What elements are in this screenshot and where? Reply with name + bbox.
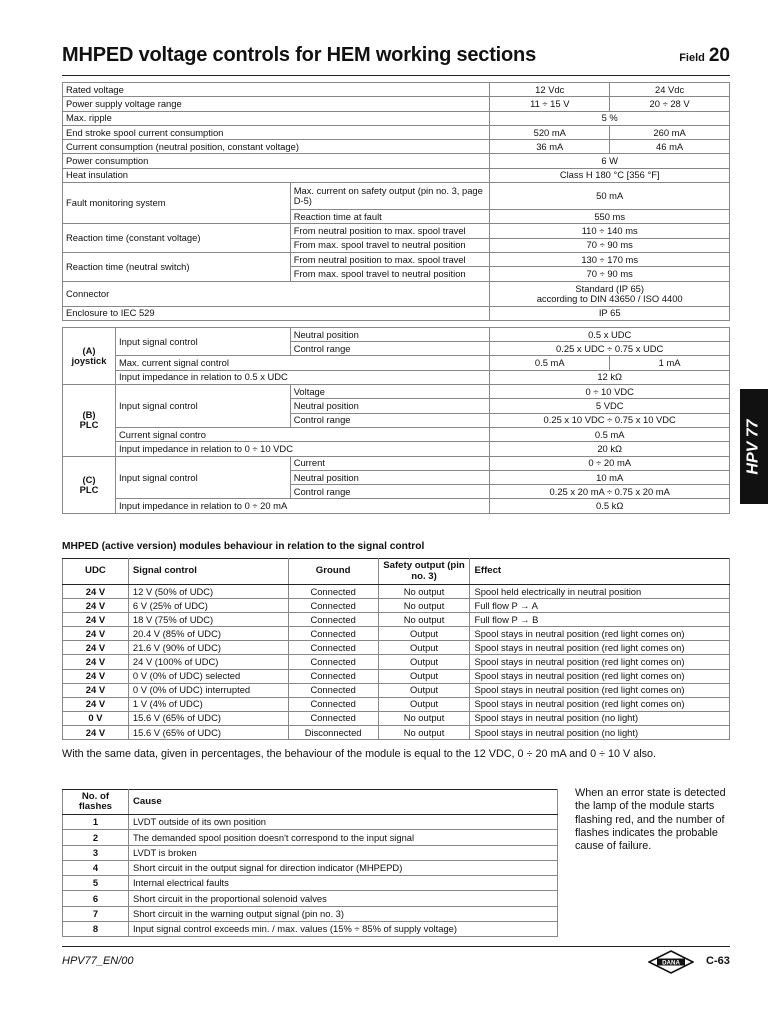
side-tab-label: HPV 77 xyxy=(745,418,763,475)
table-row: 0 V 15.6 V (65% of UDC) Connected No output Spool stays in neutral position (no light) xyxy=(63,711,730,725)
table-row: 2 The demanded spool position doesn't correspond to the input signal xyxy=(63,830,558,845)
table-row: 24 V 15.6 V (65% of UDC) Disconnected No output Spool stays in neutral position (no light) xyxy=(63,725,730,739)
field-indicator xyxy=(679,45,730,67)
table-row: 24 V 1 V (4% of UDC) Connected Output Spool stays in neutral position (red light comes on) xyxy=(63,697,730,711)
table-row: 24 V 0 V (0% of UDC) selected Connected Output Spool stays in neutral position (red light comes on) xyxy=(63,669,730,683)
table-row: 24 V 21.6 V (90% of UDC) Connected Output Spool stays in neutral position (red light comes on) xyxy=(63,641,730,655)
table-row: Neutral position 5 VDC xyxy=(63,399,730,413)
table-row: 6 Short circuit in the proportional solenoid valves xyxy=(63,891,558,906)
table-row: End stroke spool current consumption 520 mA 260 mA xyxy=(63,125,730,139)
field-number: 20 xyxy=(708,45,730,66)
table-header-row: UDC Signal control Ground Safety output (pin no. 3) Effect xyxy=(63,559,730,585)
table-row: 4 Short circuit in the output signal for direction indicator (MHPEPD) xyxy=(63,860,558,875)
spec-table xyxy=(62,82,730,514)
table-row: Neutral position 10 mA xyxy=(63,470,730,484)
table-row: 24 V 24 V (100% of UDC) Connected Output Spool stays in neutral position (red light comes on) xyxy=(63,655,730,669)
table-row: From max. spool travel to neutral position 70 ÷ 90 ms xyxy=(63,238,730,252)
table-row: (C) PLC Input signal control Current 0 ÷ 20 mA xyxy=(63,456,730,470)
table-row: Input impedance in relation to 0 ÷ 10 VDC 20 kΩ xyxy=(63,442,730,456)
side-tab xyxy=(740,389,768,504)
table-row: Reaction time (constant voltage) From neutral position to max. spool travel 110 ÷ 140 ms xyxy=(63,224,730,238)
table-row: 24 V 0 V (0% of UDC) interrupted Connected Output Spool stays in neutral position (red light comes on) xyxy=(63,683,730,697)
table-row: Input impedance in relation to 0 ÷ 20 mA 0.5 kΩ xyxy=(63,499,730,513)
footer-doc-code: HPV77_EN/00 xyxy=(62,955,134,967)
table-row: (B) PLC Input signal control Voltage 0 ÷ 10 VDC xyxy=(63,385,730,399)
table-row: 24 V 18 V (75% of UDC) Connected No output Full flow P → B xyxy=(63,613,730,627)
table-row: 8 Input signal control exceeds min. / max. values (15% ÷ 85% of supply voltage) xyxy=(63,922,558,937)
table-row: 24 V 12 V (50% of UDC) Connected No output Spool held electrically in neutral position xyxy=(63,585,730,599)
table-row: 3 LVDT is broken xyxy=(63,845,558,860)
title-rule xyxy=(62,75,730,76)
behaviour-rows xyxy=(63,585,730,740)
table-row: Heat insulation Class H 180 °C [356 °F] xyxy=(63,168,730,182)
table-row: Fault monitoring system Max. current on safety output (pin no. 3, page D-5) 50 mA xyxy=(63,183,730,210)
table-row: 7 Short circuit in the warning output signal (pin no. 3) xyxy=(63,906,558,921)
dana-logo-icon xyxy=(648,950,694,974)
table-row: 24 V 20.4 V (85% of UDC) Connected Output Spool stays in neutral position (red light comes on) xyxy=(63,627,730,641)
flashes-rows xyxy=(63,815,558,937)
table-row: Power supply voltage range 11 ÷ 15 V 20 ÷ 28 V xyxy=(63,97,730,111)
table-row: Input impedance in relation to 0.5 x UDC 12 kΩ xyxy=(63,370,730,384)
flashes-table xyxy=(62,789,558,937)
table-row: Enclosure to IEC 529 IP 65 xyxy=(63,306,730,320)
table-row: Reaction time (neutral switch) From neutral position to max. spool travel 130 ÷ 170 ms xyxy=(63,252,730,266)
table-row: Control range 0.25 x 20 mA ÷ 0.75 x 20 mA xyxy=(63,485,730,499)
table-row: Rated voltage 12 Vdc 24 Vdc xyxy=(63,83,730,97)
behaviour-note: With the same data, given in percentages, the behaviour of the module is equal to the 12 VDC, 0 ÷ 20 mA and 0 ÷ 10 V also. xyxy=(62,748,657,760)
field-label: Field xyxy=(679,52,705,64)
behaviour-table xyxy=(62,558,730,740)
table-row: Current consumption (neutral position, constant voltage) 36 mA 46 mA xyxy=(63,140,730,154)
table-row: 24 V 6 V (25% of UDC) Connected No output Full flow P → A xyxy=(63,599,730,613)
page-title: MHPED voltage controls for HEM working sections xyxy=(62,44,536,66)
table-row: Max. ripple 5 % xyxy=(63,111,730,125)
footer-rule xyxy=(62,946,730,947)
table-header-row: No. of flashes Cause xyxy=(63,790,558,815)
table-row: Current signal contro 0.5 mA xyxy=(63,427,730,441)
table-row: 5 Internal electrical faults xyxy=(63,876,558,891)
table-row: Power consumption 6 W xyxy=(63,154,730,168)
table-row: Control range 0.25 x UDC ÷ 0.75 x UDC xyxy=(63,342,730,356)
table-row: Reaction time at fault 550 ms xyxy=(63,210,730,224)
spacer-row xyxy=(63,320,730,327)
table-row: Max. current signal control 0.5 mA 1 mA xyxy=(63,356,730,370)
logo-text: DANA xyxy=(662,959,680,967)
behaviour-section-title: MHPED (active version) modules behaviour in relation to the signal control xyxy=(62,541,425,552)
table-row: Control range 0.25 x 10 VDC ÷ 0.75 x 10 VDC xyxy=(63,413,730,427)
table-row: (A) joystick Input signal control Neutral position 0.5 x UDC xyxy=(63,327,730,341)
table-row: From max. spool travel to neutral position 70 ÷ 90 ms xyxy=(63,267,730,281)
table-row: Connector Standard (IP 65) according to DIN 43650 / ISO 4400 xyxy=(63,281,730,306)
table-row: 1 LVDT outside of its own position xyxy=(63,815,558,830)
error-explanation: When an error state is detected the lamp of the module starts flashing red, and the number of flashes indicates the probable cause of failure. xyxy=(575,787,726,853)
page-number: C-63 xyxy=(706,955,730,967)
